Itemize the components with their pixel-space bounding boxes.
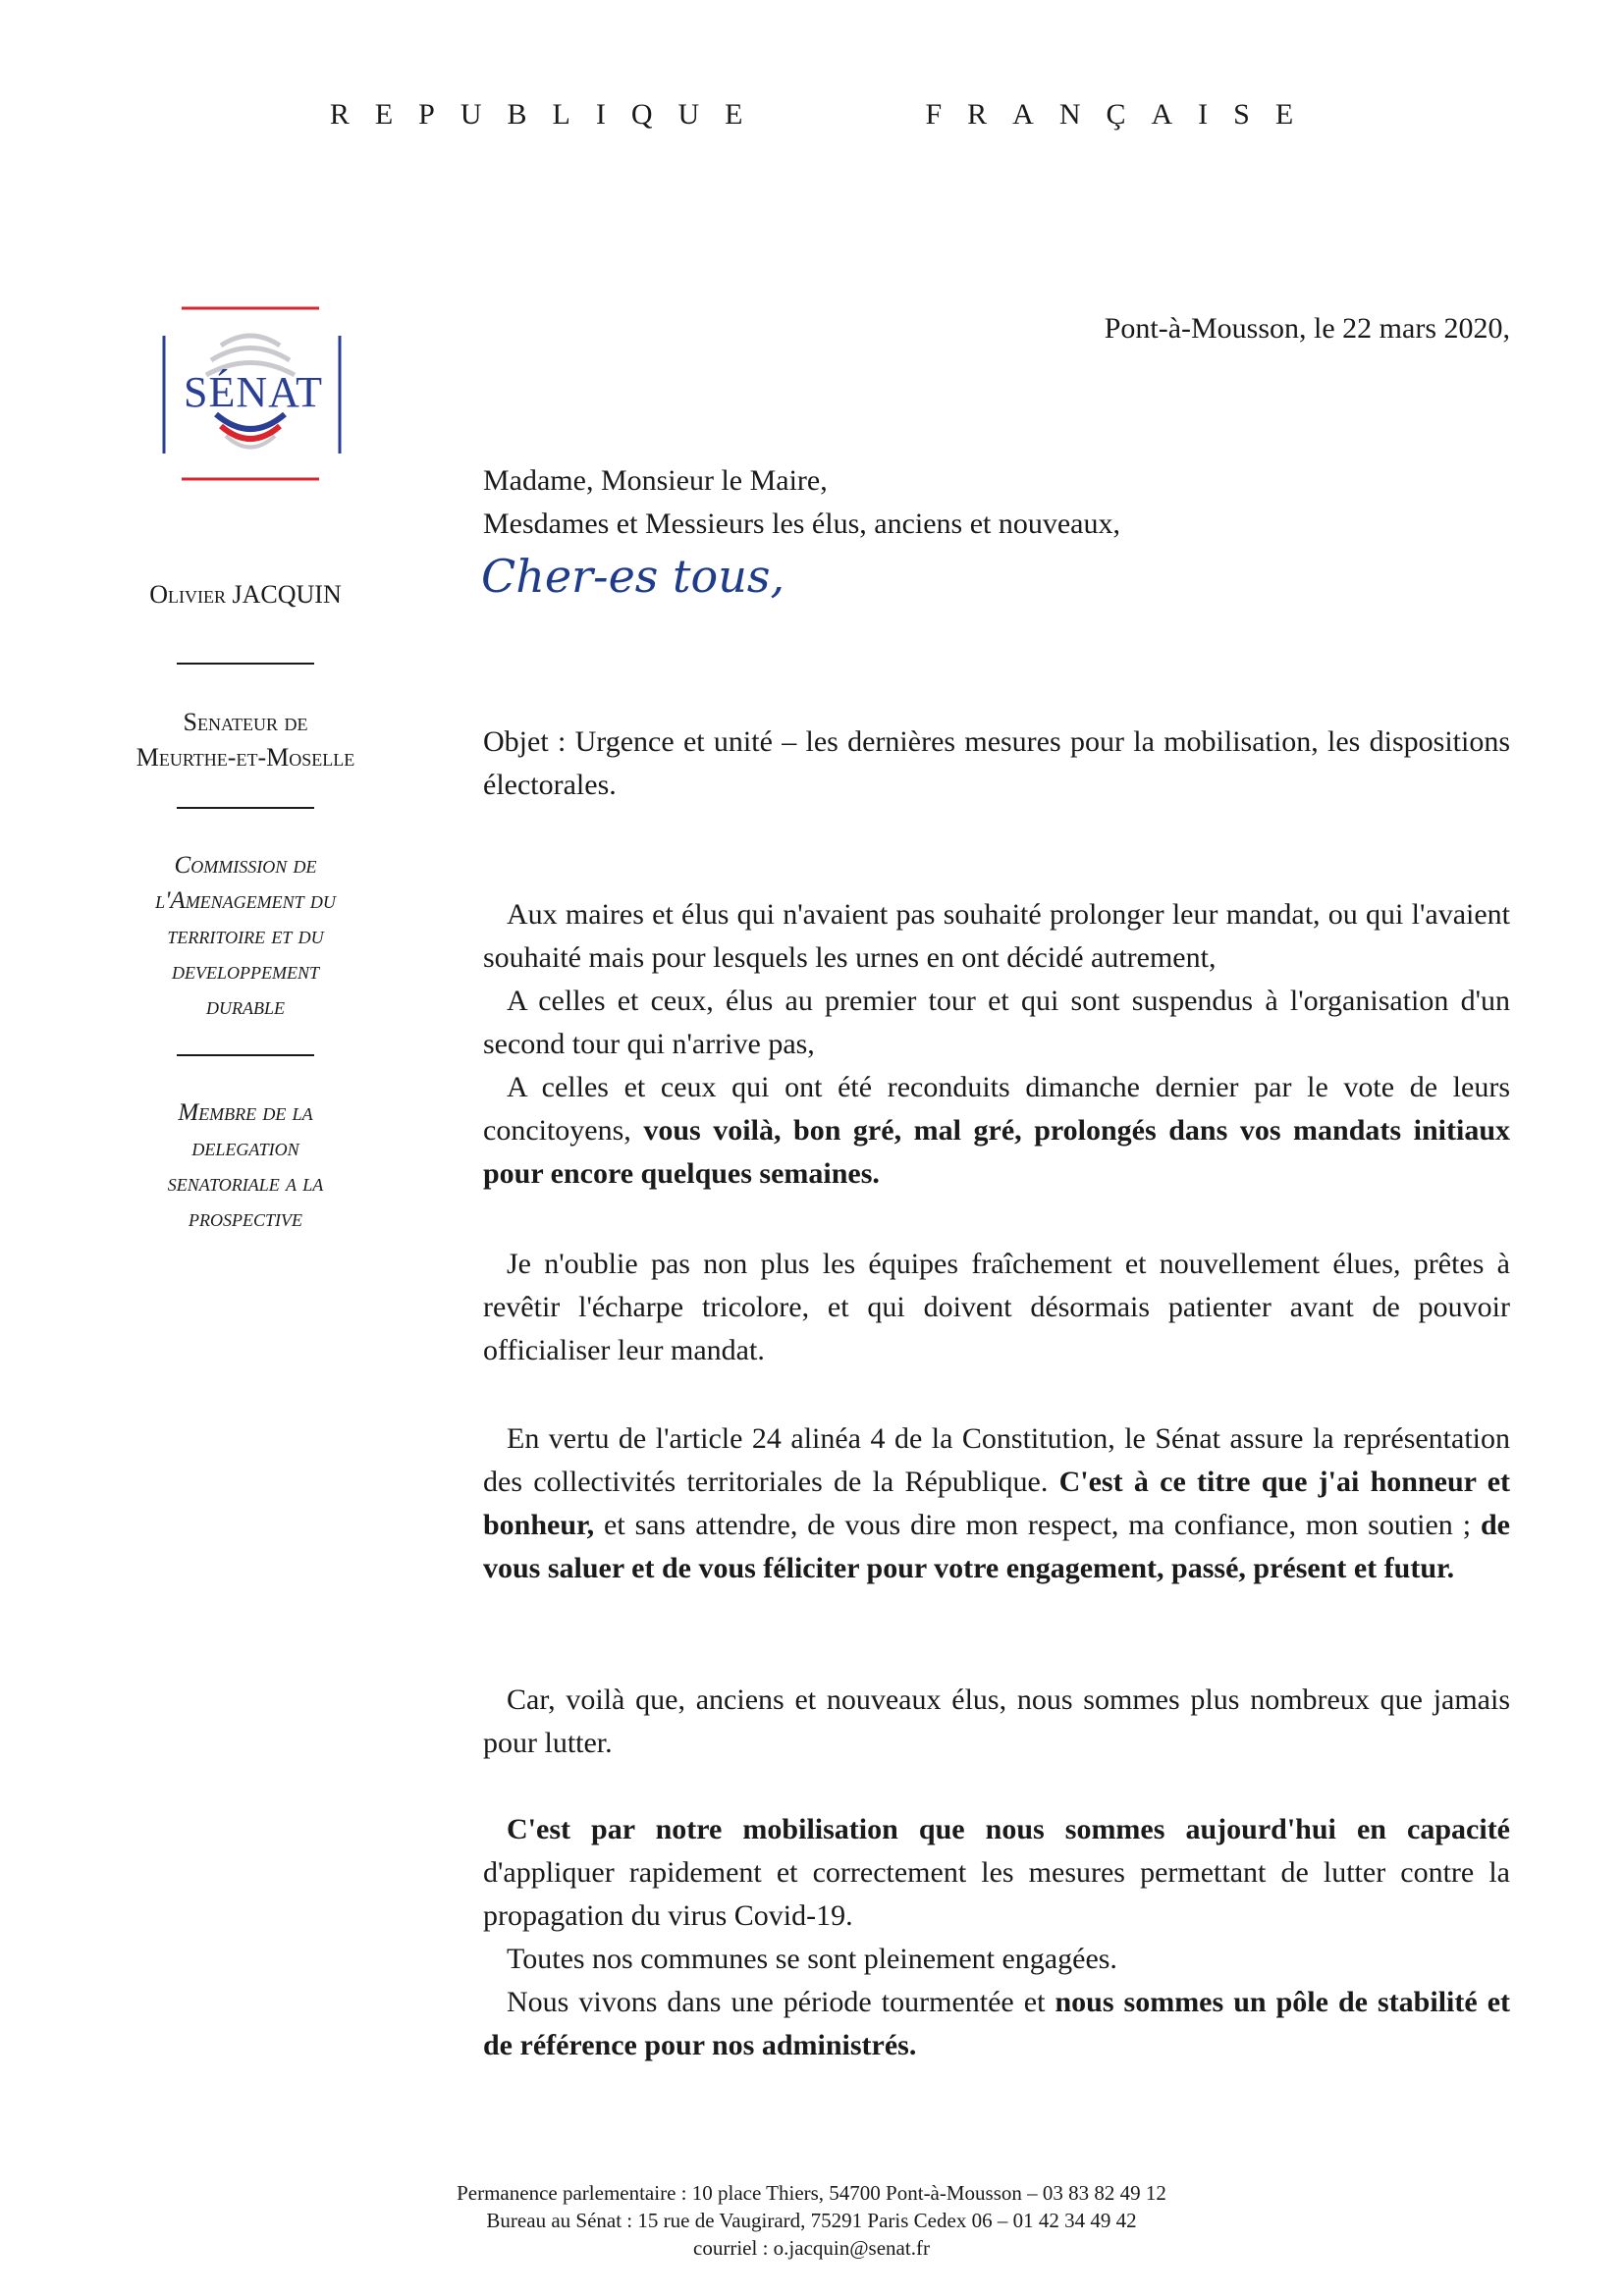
commission-block xyxy=(93,848,398,1025)
footer-line-bureau: Bureau au Sénat : 15 rue de Vaugirard, 75291 Paris Cedex 06 – 01 42 34 49 42 xyxy=(486,2209,1137,2232)
text-run: d'appliquer rapidement et correctement les mesures permettant de lutter contre la propagation du virus Covid-19. xyxy=(483,1856,1510,1932)
commission-line: developpement xyxy=(172,958,319,985)
bold-text-run: vous voilà, bon gré, mal gré, prolongés dans vos mandats initiaux pour encore quelques semaines. xyxy=(483,1114,1511,1190)
commission-line: l'Amenagement du xyxy=(155,887,336,914)
bold-text-run: C'est à ce titre que j'ai honneur et bonheur, xyxy=(483,1466,1510,1541)
paragraph-text xyxy=(483,1981,1510,2067)
paragraph-text: Aux maires et élus qui n'avaient pas souhaité prolonger leur mandat, ou qui l'avaient souhaité mais pour lesquels les urnes en ont décidé autrement, xyxy=(483,898,1510,974)
text-run: Nous vivons dans une période tourmentée et xyxy=(507,1986,1055,2018)
text-run: En vertu de l'article 24 alinéa 4 de la Constitution, le Sénat assure la représentation des collectivités territoriales de la République. xyxy=(483,1422,1510,1498)
letter-subject: Objet : Urgence et unité – les dernières mesures pour la mobilisation, les dispositions électorales. xyxy=(483,725,1510,801)
letter-paragraph-3 xyxy=(483,1417,1510,1590)
paragraph-text: Toutes nos communes se sont pleinement engagées. xyxy=(507,1943,1117,1975)
delegation-line: prospective xyxy=(189,1205,302,1232)
senat-logo xyxy=(162,306,342,481)
paragraph-text xyxy=(483,1066,1510,1196)
delegation-line: Membre de la xyxy=(178,1099,313,1126)
bold-text-run: nous sommes un pôle de stabilité et de référence pour nos administrés. xyxy=(483,1986,1511,2061)
commission-line: territoire et du xyxy=(167,923,324,949)
handwritten-greeting: Cher-es tous, xyxy=(481,550,785,603)
delegation-block xyxy=(93,1095,398,1237)
paragraph-text: Car, voilà que, anciens et nouveaux élus, nous sommes plus nombreux que jamais pour lutter. xyxy=(483,1683,1510,1759)
letter-paragraph-4 xyxy=(483,1679,1510,1765)
salutation xyxy=(483,459,1120,546)
salutation-line-2: Mesdames et Messieurs les élus, anciens et nouveaux, xyxy=(483,507,1120,540)
text-run: et sans attendre, de vous dire mon respect, ma confiance, mon soutien ; xyxy=(594,1509,1481,1541)
footer-line-email: courriel : o.jacquin@senat.fr xyxy=(693,2236,930,2260)
paragraph-text: Je n'oublie pas non plus les équipes fraîchement et nouvellement élues, prêtes à revêtir l'écharpe tricolore, et qui doivent désormais patienter avant de pouvoir officialiser leur mandat. xyxy=(483,1248,1510,1366)
letterhead-title xyxy=(0,98,1623,132)
bold-text-run: C'est par notre mobilisation que nous sommes aujourd'hui en capacité xyxy=(507,1813,1510,1845)
paragraph-text xyxy=(483,1808,1510,1938)
role-line-1: Senateur de xyxy=(183,708,308,736)
paragraph-text xyxy=(483,1417,1510,1590)
text-run: A celles et ceux qui ont été reconduits dimanche dernier par le vote de leurs concitoyens, xyxy=(483,1071,1510,1147)
commission-line: durable xyxy=(206,993,285,1020)
salutation-line-1: Madame, Monsieur le Maire, xyxy=(483,464,828,497)
header-word-1: REPUBLIQUE xyxy=(329,98,769,131)
bold-text-run: de vous saluer et de vous féliciter pour votre engagement, passé, présent et futur. xyxy=(483,1509,1510,1584)
letter-footer xyxy=(0,2179,1623,2262)
sidebar-divider xyxy=(177,663,314,665)
letter-paragraph-2 xyxy=(483,1243,1510,1372)
delegation-line: senatoriale a la xyxy=(167,1170,324,1197)
header-word-2: FRANÇAISE xyxy=(925,98,1320,131)
senator-role xyxy=(93,705,398,775)
letter-paragraph-1 xyxy=(483,893,1510,1196)
letter-date: Pont-à-Mousson, le 22 mars 2020, xyxy=(1104,312,1510,345)
senator-name: Olivier JACQUIN xyxy=(149,580,342,609)
letter-paragraph-5 xyxy=(483,1808,1510,2067)
role-line-2: Meurthe-et-Moselle xyxy=(135,743,355,772)
sidebar-divider xyxy=(177,807,314,809)
footer-line-office: Permanence parlementaire : 10 place Thiers, 54700 Pont-à-Mousson – 03 83 82 49 12 xyxy=(457,2181,1166,2205)
logo-text: SÉNAT xyxy=(184,368,323,416)
sidebar-divider xyxy=(177,1054,314,1056)
commission-line: Commission de xyxy=(174,852,317,879)
paragraph-text: A celles et ceux, élus au premier tour et qui sont suspendus à l'organisation d'un second tour qui n'arrive pas, xyxy=(483,985,1510,1060)
delegation-line: delegation xyxy=(191,1135,299,1161)
